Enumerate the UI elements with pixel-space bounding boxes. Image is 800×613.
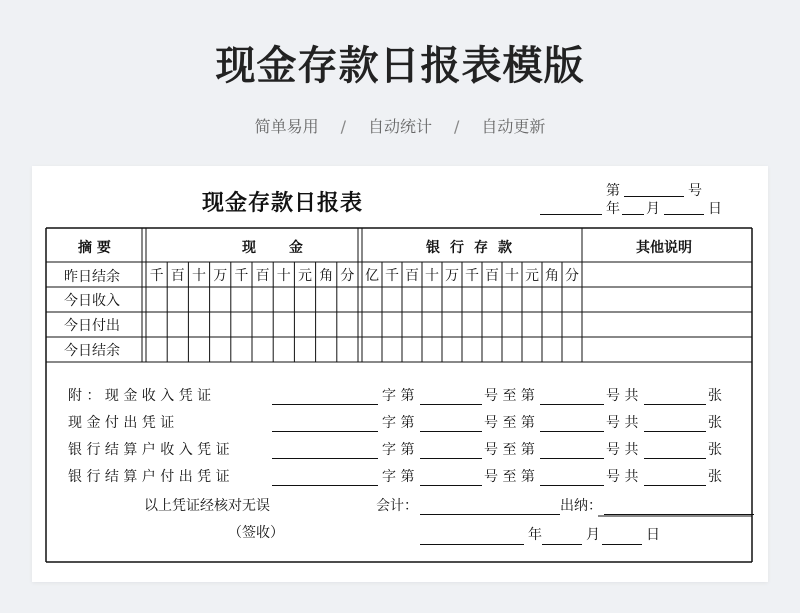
hao-zhi-di-label: 号 至 第 [484, 415, 535, 431]
from-number-field[interactable] [420, 458, 482, 459]
hao-gong-label: 号 共 [606, 442, 639, 458]
bank-unit-label: 元 [525, 268, 539, 284]
attachment-label: 银 行 结 算 户 收 入 凭 证 [68, 442, 230, 458]
to-number-field[interactable] [540, 485, 604, 486]
from-number-field[interactable] [420, 404, 482, 405]
bank-unit-label: 十 [505, 268, 519, 284]
cash-unit-label: 角 [319, 268, 334, 284]
cash-unit-label: 百 [170, 268, 185, 284]
count-field[interactable] [644, 404, 706, 405]
row-label-balance: 今日结余 [64, 343, 120, 359]
voucher-type-field[interactable] [272, 458, 378, 459]
bank-unit-label: 万 [445, 268, 459, 284]
number-suffix: 号 [688, 183, 702, 199]
zhang-label: 张 [708, 415, 722, 431]
bank-unit-label: 十 [425, 268, 439, 284]
hao-zhi-di-label: 号 至 第 [484, 388, 535, 404]
verify-text: 以上凭证经核对无误 [144, 498, 270, 514]
sign-year: 年 [528, 527, 542, 543]
to-number-field[interactable] [540, 404, 604, 405]
col-bank-header: 银行存款 [426, 240, 522, 256]
count-field[interactable] [644, 485, 706, 486]
to-number-field[interactable] [540, 431, 604, 432]
sign-day: 日 [646, 527, 660, 543]
zhang-label: 张 [708, 388, 722, 404]
tag-separator: / [340, 117, 346, 136]
col-cash-header: 现 金 [242, 240, 317, 256]
cash-unit-label: 百 [255, 268, 270, 284]
date-month: 月 [646, 201, 660, 217]
row-label-expense: 今日付出 [64, 318, 120, 334]
col-other-header: 其他说明 [636, 240, 692, 256]
voucher-type-field[interactable] [272, 485, 378, 486]
bank-unit-label: 分 [565, 268, 579, 284]
tag-easy: 简单易用 [254, 117, 319, 136]
voucher-type-field[interactable] [272, 404, 378, 405]
cashier-label: 出纳： [560, 498, 602, 514]
date-day: 日 [708, 201, 722, 217]
sign-day-underline[interactable] [602, 544, 642, 545]
bank-unit-label: 亿 [365, 268, 379, 284]
accountant-label: 会计： [376, 498, 418, 514]
row-label-income: 今日收入 [64, 293, 120, 309]
hao-zhi-di-label: 号 至 第 [484, 442, 535, 458]
row-label-prev-balance: 昨日结余 [64, 269, 120, 285]
count-field[interactable] [644, 431, 706, 432]
cash-unit-label: 十 [192, 268, 206, 284]
count-field[interactable] [644, 458, 706, 459]
zi-di-label: 字 第 [382, 442, 415, 458]
col-summary-header: 摘 要 [78, 240, 111, 256]
zhang-label: 张 [708, 469, 722, 485]
cash-unit-label: 元 [298, 268, 312, 284]
zi-di-label: 字 第 [382, 388, 415, 404]
cash-unit-label: 分 [340, 268, 355, 284]
tag-auto-update: 自动更新 [481, 117, 546, 136]
accountant-underline[interactable] [420, 514, 560, 515]
number-prefix: 第 [606, 183, 620, 199]
zi-di-label: 字 第 [382, 469, 415, 485]
tag-auto-stat: 自动统计 [367, 117, 432, 136]
cash-unit-label: 千 [149, 268, 164, 284]
sign-label: （签收） [228, 525, 284, 541]
form-title: 现金存款日报表 [202, 191, 364, 216]
hao-gong-label: 号 共 [606, 388, 639, 404]
bank-unit-label: 千 [465, 268, 479, 284]
date-year: 年 [606, 201, 620, 217]
bank-unit-label: 千 [385, 268, 399, 284]
cashier-underline[interactable] [604, 514, 754, 515]
page-title: 现金存款日报表模版 [215, 43, 585, 89]
report-table [32, 166, 768, 582]
feature-tags [0, 114, 800, 137]
bank-unit-label: 角 [545, 268, 559, 284]
from-number-field[interactable] [420, 485, 482, 486]
attachment-label: 银 行 结 算 户 付 出 凭 证 [68, 469, 230, 485]
attachment-label: 附 ： 现 金 收 入 凭 证 [68, 388, 212, 404]
report-form [32, 166, 768, 582]
zhang-label: 张 [708, 442, 722, 458]
attachment-label: 现 金 付 出 凭 证 [68, 415, 175, 431]
voucher-type-field[interactable] [272, 431, 378, 432]
sign-year-underline[interactable] [420, 544, 524, 545]
bank-unit-label: 百 [485, 268, 499, 284]
bank-unit-label: 百 [405, 268, 419, 284]
hao-zhi-di-label: 号 至 第 [484, 469, 535, 485]
hao-gong-label: 号 共 [606, 415, 639, 431]
to-number-field[interactable] [540, 458, 604, 459]
hao-gong-label: 号 共 [606, 469, 639, 485]
cash-unit-label: 千 [234, 268, 249, 284]
from-number-field[interactable] [420, 431, 482, 432]
tag-separator: / [454, 117, 460, 136]
cash-unit-label: 十 [276, 268, 291, 284]
cash-unit-label: 万 [213, 268, 228, 284]
zi-di-label: 字 第 [382, 415, 415, 431]
sign-month-underline[interactable] [542, 544, 582, 545]
sign-month: 月 [586, 527, 600, 543]
